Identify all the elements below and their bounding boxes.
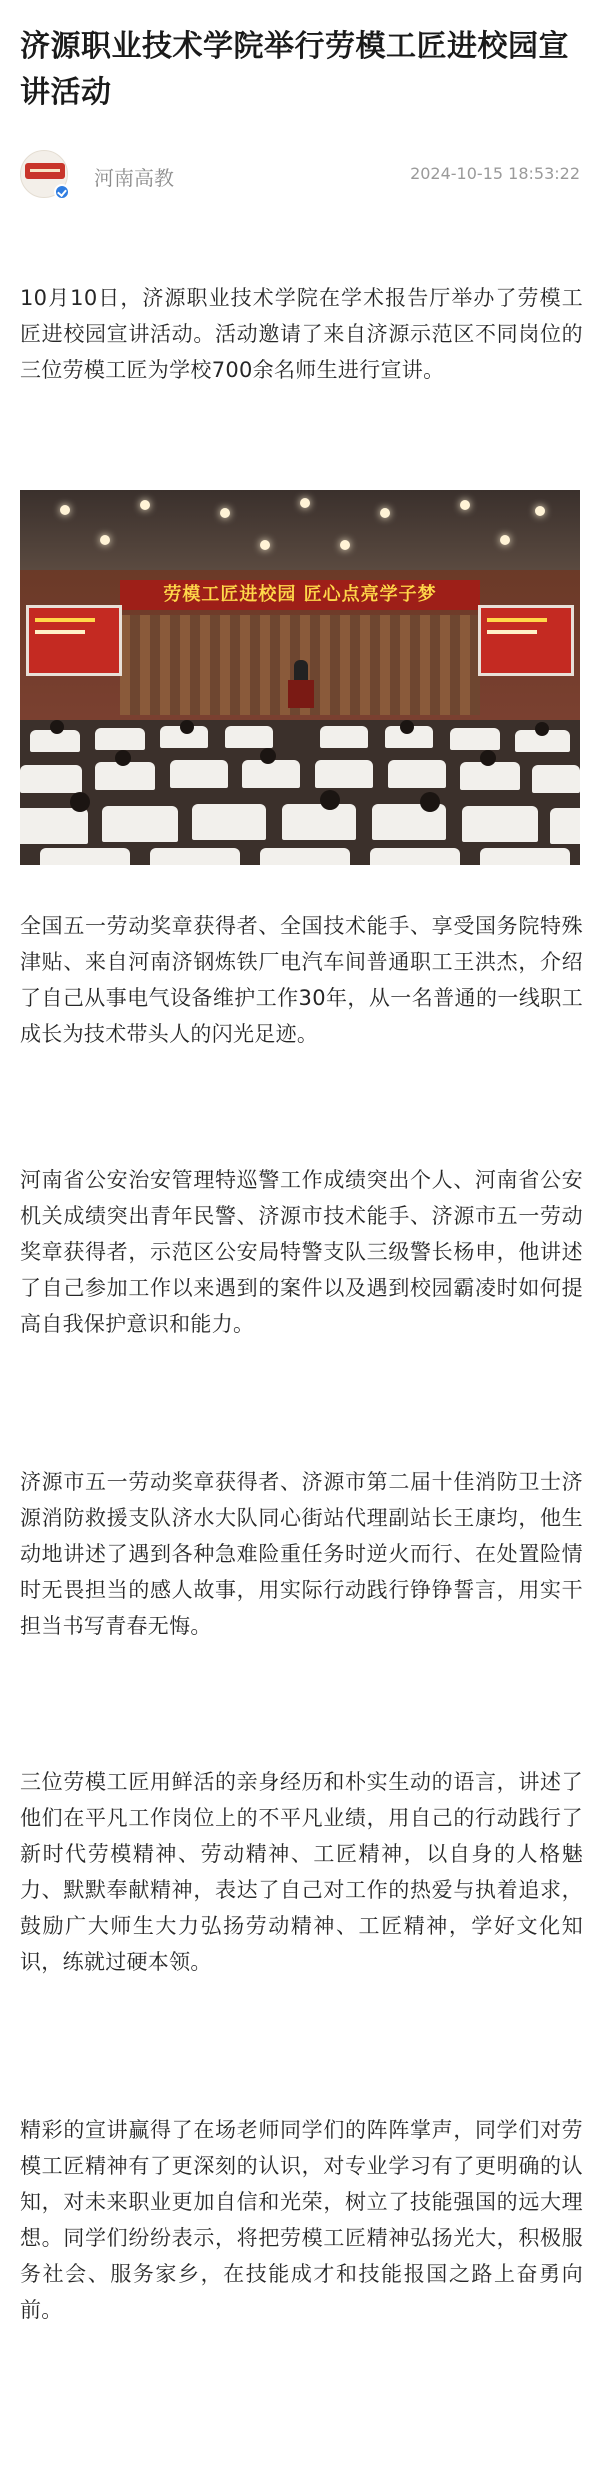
publisher-logo-icon — [25, 163, 65, 179]
photo-banner-text: 劳模工匠进校园 匠心点亮学子梦 — [120, 580, 480, 610]
photo-screen-left — [26, 605, 122, 676]
paragraph-speaker-3: 济源市五一劳动奖章获得者、济源市第二届十佳消防卫士济源消防救援支队济水大队同心街站代理副站长王康均，他生动地讲述了遇到各种急难险重任务时逆火而行、在处置险情时无畏担当的感人故事，用实际行动践行铮铮誓言，用实干担当书写青春无悔。 — [20, 1470, 583, 1638]
photo-podium — [288, 680, 314, 708]
photo-speaker — [294, 660, 308, 682]
article-title: 济源职业技术学院举行劳模工匠进校园宣讲活动 — [20, 29, 569, 110]
publish-datetime: 2024-10-15 18:53:22 — [410, 164, 580, 183]
photo-audience — [20, 720, 580, 865]
author-name[interactable]: 河南高教 — [94, 166, 174, 190]
paragraph-speaker-1: 全国五一劳动奖章获得者、全国技术能手、享受国务院特殊津贴、来自河南济钢炼铁厂电汽车间普通职工王洪杰，介绍了自己从事电气设备维护工作30年，从一名普通的一线职工成长为技术带头人的闪光足迹。 — [20, 914, 583, 1046]
event-photo — [20, 490, 580, 865]
paragraph-conclusion: 精彩的宣讲赢得了在场老师同学们的阵阵掌声，同学们对劳模工匠精神有了更深刻的认识，对专业学习有了更明确的认知，对未来职业更加自信和光荣，树立了技能强国的远大理想。同学们纷纷表示，将把劳模工匠精神弘扬光大，积极服务社会、服务家乡，在技能成才和技能报国之路上奋勇向前。 — [20, 2118, 583, 2322]
paragraph-intro: 10月10日，济源职业技术学院在学术报告厅举办了劳模工匠进校园宣讲活动。活动邀请了来自济源示范区不同岗位的三位劳模工匠为学校700余名师生进行宣讲。 — [20, 286, 583, 382]
verified-badge-icon — [54, 184, 70, 200]
paragraph-summary: 三位劳模工匠用鲜活的亲身经历和朴实生动的语言，讲述了他们在平凡工作岗位上的不平凡业绩，用自己的行动践行了新时代劳模精神、劳动精神、工匠精神，以自身的人格魅力、默默奉献精神，表达了自己对工作的热爱与执着追求，鼓励广大师生大力弘扬劳动精神、工匠精神，学好文化知识，练就过硬本领。 — [20, 1770, 583, 1974]
photo-screen-right — [478, 605, 574, 676]
paragraph-speaker-2: 河南省公安治安管理特巡警工作成绩突出个人、河南省公安机关成绩突出青年民警、济源市技术能手、济源市五一劳动奖章获得者，示范区公安局特警支队三级警长杨申，他讲述了自己参加工作以来遇到的案件以及遇到校园霸凌时如何提高自我保护意识和能力。 — [20, 1168, 583, 1336]
article-meta — [20, 150, 580, 202]
photo-ceiling — [20, 490, 580, 570]
